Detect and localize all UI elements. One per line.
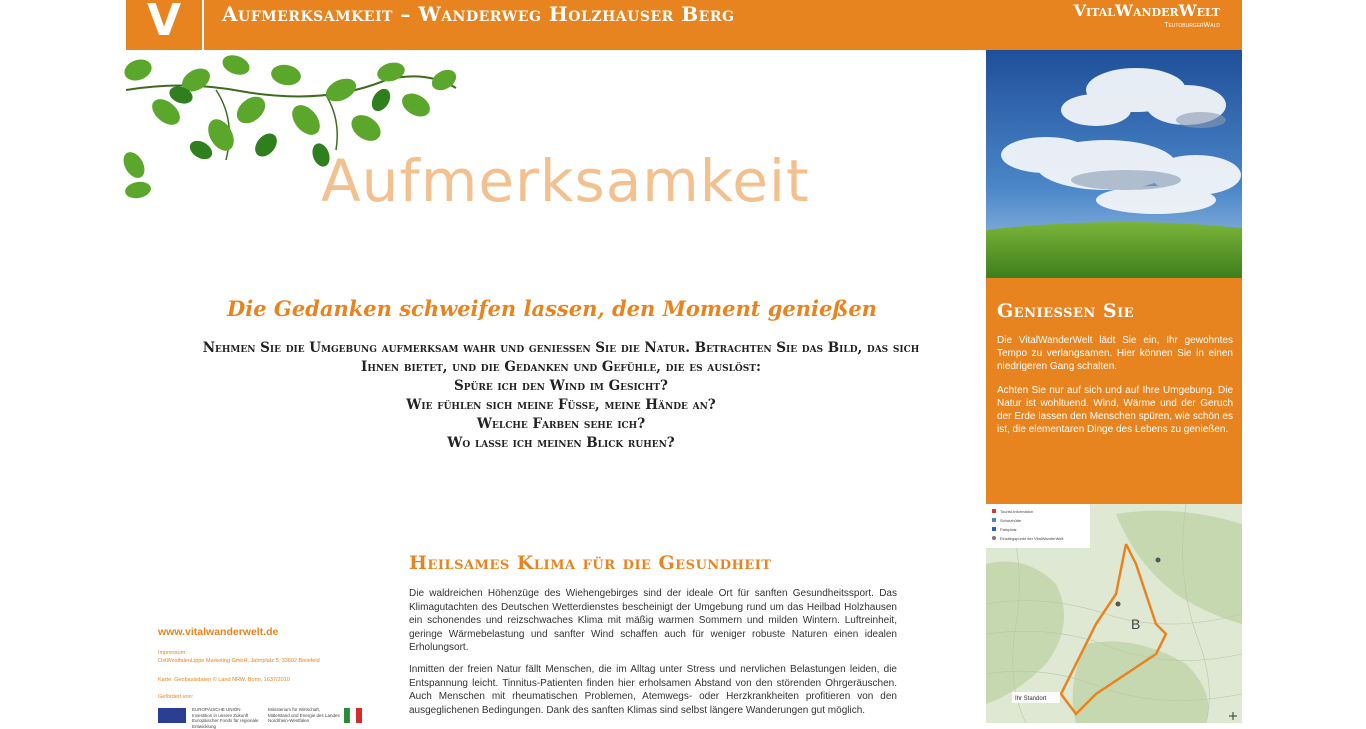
map-marker-b: B [1131, 616, 1141, 632]
logo-box [126, 0, 204, 50]
map-legend-3: Parkplatz [1000, 527, 1017, 532]
section-paragraph-2: Inmitten der freien Natur fällt Menschen, die im Alltag unter Stress und nervlichen Belastungen leiden, die Entspannung leicht. Tinnitus-Patienten finden hier erholsamen Abstand von den störenden Ohrgeräuschen. Auch Menschen mit rheumatischen Problemen, Atemwegs- oder Herzkrankheiten profitieren von den ausgeglichenen Bedingungen. Dank des sanften Klimas sind selbst längere Wanderungen gut möglich. [409, 664, 897, 716]
eu-text: EUROPÄISCHE UNION Investition in unsere Zukunft Europäischer Fonds für regionale Entwicklung [192, 707, 259, 729]
header-title: Aufmerksamkeit – Wanderweg Holzhauser Berg [222, 2, 735, 26]
funded-label: Gefördert von: [158, 694, 194, 700]
map-legend-2: Schutzhütte [1000, 518, 1022, 523]
eu-flag-icon [158, 708, 186, 723]
intro-question-3: Welche Farben sehe ich? [476, 416, 646, 432]
nrw-crest-icon [344, 708, 362, 723]
info-box-paragraph-1: Die VitalWanderWelt lädt Sie ein, Ihr gewohntes Tempo zu verlangsamen. Hier können Sie in einen niedrigeren Gang schalten. [997, 335, 1233, 372]
map-credit: Karte: Geobasisdaten © Land NRW, Bonn, 1637/2010 [158, 677, 290, 683]
intro-question-4: Wo lasse ich meinen Blick ruhen? [447, 435, 675, 451]
hero-title: Aufmerksamkeit [321, 147, 810, 215]
brand-name: VitalWanderWelt [1073, 1, 1220, 20]
logo-letter: V [146, 0, 182, 46]
sky-meadow-image [986, 50, 1242, 278]
info-box-title: Geniessen Sie [997, 300, 1135, 322]
impressum-label: Impressum: [158, 650, 187, 656]
intro-questions [146, 339, 976, 453]
intro-question-1: Spüre ich den Wind im Gesicht? [454, 378, 668, 394]
section-heading: Heilsames Klima für die Gesundheit [409, 552, 772, 574]
intro-line-1: Nehmen Sie die Umgebung aufmerksam wahr und geniessen Sie die Natur. Betrachten Sie das Bild, das sich [202, 340, 920, 356]
header-bar [126, 0, 1242, 50]
brand-sub: TeutoburgerWald [1164, 22, 1220, 29]
impressum-text: OstWestfalenLippe Marketing GmbH, Jahnplatz 5, 33602 Bielefeld [158, 658, 320, 664]
intro-subtitle: Die Gedanken schweifen lassen, den Moment genießen [227, 296, 877, 321]
info-box-paragraph-2: Achten Sie nur auf sich und auf Ihre Umgebung. Die Natur ist wohltuend. Wind, Wärme und der Geruch der Erde lassen den Menschen spüren, wie schön es ist, die elementaren Dinge des Lebens zu genießen. [997, 385, 1233, 435]
brand-logo [1074, 0, 1220, 30]
map-legend-4: Einstiegspunkt der VitalWanderWelt [1000, 536, 1064, 541]
map-legend-1: Tourist-Information [1000, 509, 1034, 514]
intro-line-2: Ihnen bietet, und die Gedanken und Gefühle, die es auslöst: [361, 359, 761, 375]
intro-question-2: Wie fühlen sich meine Füsse, meine Hände an? [406, 397, 716, 413]
ministry-text: Ministerium für Wirtschaft, Mittelstand und Energie des Landes Nordrhein-Westfalen [268, 707, 340, 723]
trail-map [986, 504, 1242, 723]
info-box [986, 278, 1242, 504]
map-location-label: Ihr Standort [1015, 696, 1047, 702]
section-paragraph-1: Die waldreichen Höhenzüge des Wiehengebirges sind der ideale Ort für sanften Gesundheitssport. Das Klimagutachten des Deutschen Wetterdienstes bescheinigt der Umgebung rund um das Heilbad Holzhausen ein schonendes und reizschwaches Klima mit mäßig warmen Sommern und milden Wintern. Luftreinheit, geringe Wärmebelastung und sanfter Wind schaffen auch für weniger robuste Naturen einen idealen Erholungsort. [409, 588, 897, 653]
poster [126, 0, 1242, 729]
website-link[interactable]: www.vitalwanderwelt.de [158, 626, 279, 638]
